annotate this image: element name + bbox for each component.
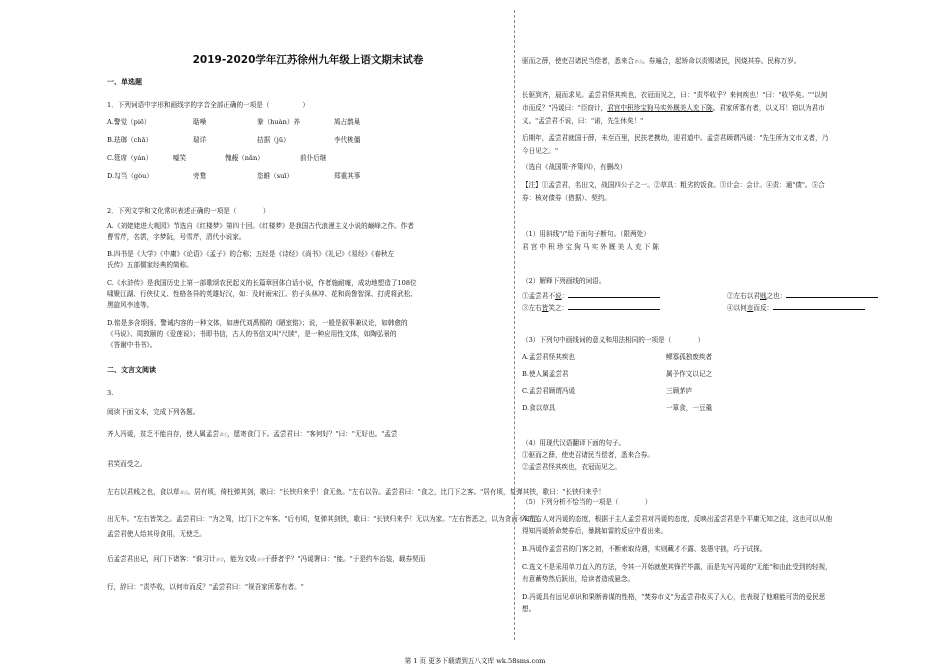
q2-option-c-l1[interactable]: C.《水浒传》是我国历史上第一部歌颂农民起义的长篇章回体白话小说，作者施耐庵，成功地塑造了108位 — [107, 279, 417, 287]
q1-b-3: 拮据（jū） — [257, 136, 290, 144]
q1-b-4: 李代桃僵 — [334, 136, 361, 144]
q1-d-2: 旁鹜 — [193, 172, 207, 180]
subq2-item-4-pre: ④以何 — [727, 304, 747, 312]
footnote-1-mark: 君① — [219, 432, 228, 437]
q1-a-4: 鸠占鹊巢 — [334, 118, 361, 126]
q1-d-1: D.勾当（gòu） — [107, 172, 153, 180]
subq2-item-1-post: ： — [561, 292, 569, 300]
q2-option-a-l2: 曹雪芹，名霑，字梦阮，号雪芹，清代小说家。 — [107, 233, 246, 241]
q3-intro: 阅读下面文本，完成下列各题。 — [107, 408, 200, 416]
passage-p3-line2: 行，辞曰："责毕收，以何市而反？"孟尝君曰："视吾家所寡有者。" — [107, 583, 304, 591]
q1-c-3: 愧赧（nǎn） — [225, 154, 264, 162]
passage-r2-l3: 义。"孟尝君不说，曰："诺，先生休矣！" — [522, 117, 644, 125]
q2-option-d-l2: 《马说》、周敦颐的《爱莲说》；书即书信，古人的书信又叫"尺牍"，是一种应用性文体，如陶弘景的 — [107, 330, 397, 338]
q2-option-d-l3: 《答谢中书书》。 — [107, 341, 157, 349]
passage-p2-line1 — [107, 488, 605, 497]
subq2-item-4-word: 市 — [746, 304, 754, 312]
subq3-c-left: C.孟尝君顾谓冯谖 — [522, 387, 576, 395]
subq2-item-3 — [522, 302, 660, 313]
subq2-item-1-pre: ①孟尝君不 — [522, 292, 555, 300]
subq3-a-left: A.孟尝君怪其疾也 — [522, 353, 576, 361]
passage-p3-a: 后孟尝君出记，问门下诸客："谁习计 — [107, 555, 216, 563]
passage-p3-c: 于薛者乎？"冯谖署曰："能。"于是约车治装，载券契而 — [264, 555, 426, 563]
passage-p1-b: ，愿寄食门下。孟尝君曰："客何好？"曰："无好也。"孟尝 — [227, 430, 398, 438]
subq4-stem: （4）用现代汉语翻译下面的句子。 — [522, 439, 626, 447]
passage-r2-l2 — [522, 104, 825, 113]
subq2-item-4 — [727, 302, 865, 313]
column-divider — [514, 10, 515, 640]
q2-option-d-l1[interactable]: D.铭是多含颂扬、警诫内容的一种文体，如唐代刘禹锡的《陋室铭》；说，一般是叙事兼议论，如韩愈的 — [107, 319, 408, 327]
note-line-1: 【注】①孟尝君，名田文，战国四公子之一。②草具：粗劣的饭食。③计会：会计。④责：通"债"。⑤合 — [522, 181, 825, 189]
page-footer: 第 1 页 更多下载请到五八文库 wk.58sms.com — [404, 657, 546, 665]
q1-a-1: A.警觉（piē） — [107, 118, 151, 126]
subq2-answer-blank-4[interactable] — [773, 302, 865, 310]
subq5-option-b[interactable]: B.冯谖作孟尝君的门客之初，不断索取待遇，实则藏才不露、装愚守拙，巧于试探。 — [522, 545, 767, 553]
subq3-c-right: 三顾茅庐 — [666, 387, 693, 395]
footnote-2-mark: 具② — [179, 490, 188, 495]
footnote-3-mark: 会③ — [215, 557, 224, 562]
q2-option-c-l2: 啸聚江湖、行侠仗义、性格各异的英雄好汉，如：及时雨宋江、豹子头林冲、花和尚鲁智深、打虎将武松、 — [107, 290, 417, 298]
subq5-option-c-l1[interactable]: C.选文不是采用单刀直入的方法，令其一开始就使其锋芒毕露，而是先写冯谖的"无能"和由此受到的轻视， — [522, 563, 832, 571]
subq3-d-left: D.食以草具 — [522, 404, 556, 412]
subq1-stem: （1）用斜线"/"给下面句子断句。（限两处） — [522, 230, 650, 238]
subq2-item-2-pre: ②左右以君 — [727, 292, 760, 300]
q1-b-2: 瑞详 — [193, 136, 207, 144]
q1-b-1: B.珐瑯（chā） — [107, 136, 153, 144]
passage-p1-a: 齐人冯谖，贫乏不能自存，使人属孟尝 — [107, 430, 220, 438]
subq2-answer-blank-1[interactable] — [568, 290, 660, 298]
section-2-heading: 二、文言文阅读 — [107, 366, 156, 374]
subq3-a-right: 鳏寡孤独废疾者 — [666, 353, 713, 361]
subq4-item-2: ②孟尝君怪其疾也，衣冠而见之。 — [522, 463, 621, 471]
q2-option-a-l1[interactable]: A.《刘姥姥进大观园》节选自《红楼梦》第四十回。《红楼梦》是我国古代浪漫主义小说的巅峰之作。作者 — [107, 222, 414, 230]
subq2-answer-blank-3[interactable] — [568, 302, 660, 310]
passage-r3-l1: 后期年，孟尝君就国于薛，未至百里，民扶老携幼，迎君道中。孟尝君顾谓冯谖："先生所为文市义者，乃 — [522, 134, 829, 142]
exam-title: 2019-2020学年江苏徐州九年级上语文期末试卷 — [192, 54, 424, 66]
passage-r2-b1: 市而反？"冯谖曰："臣窃计， — [522, 104, 608, 112]
footnote-4-mark: 责④ — [256, 557, 265, 562]
passage-r3-l2: 今日见之。" — [522, 147, 559, 155]
q2-option-c-l3: 黑旋风李逵等。 — [107, 301, 154, 309]
subq2-item-1-word: 说 — [554, 292, 562, 300]
subq5-option-d-l2: 想。 — [522, 605, 536, 613]
subq2-item-3-word: 皆 — [541, 304, 549, 312]
q1-d-3: 恣睢（suī） — [257, 172, 294, 180]
subq3-b-left: B.使人属孟尝君 — [522, 370, 569, 378]
section-1-heading: 一、单选题 — [107, 78, 142, 86]
q1-a-2: 聒噪 — [193, 118, 207, 126]
q2-option-b-l2: 氏传》五部儒家经典的简称。 — [107, 261, 193, 269]
subq3-d-right: 一箪食，一豆羹 — [666, 404, 713, 412]
subq2-item-2-word: 贱 — [759, 292, 767, 300]
passage-r2-underlined: 君宫中积珍宝狗马实外厩美人充下陈 — [607, 104, 713, 112]
note-line-2: 券：核对债券（借据）、契约。 — [522, 194, 612, 202]
passage-p2-a: 左右以君贱之也，食以草 — [107, 488, 180, 496]
subq3-stem: （3）下列句中画线词的意义和用法相同的一项是（ ） — [522, 336, 705, 344]
passage-r2-b3: 。君家所寡有者，以义耳！窃以为君市 — [712, 104, 825, 112]
subq1-sentence[interactable]: 君 宫 中 积 珍 宝 狗 马 实 外 厩 美 人 充 下 陈 — [522, 243, 659, 251]
q1-c-4: 前仆后继 — [300, 154, 327, 162]
q1-d-4: 郑重其事 — [334, 172, 361, 180]
q1-c-2: 嘘笑 — [173, 154, 187, 162]
passage-p1-line2: 君笑而受之。 — [107, 460, 147, 468]
subq2-item-1 — [522, 290, 660, 301]
subq2-item-3-post: 笑之： — [548, 304, 569, 312]
subq2-item-2 — [727, 290, 878, 301]
subq5-option-a-l1[interactable]: A.左右人对冯谖的态度，根据于主人孟尝君对冯谖的态度，反映出孟尝君是个平庸无知之徒，这也可以从他 — [522, 515, 833, 523]
passage-r1 — [522, 57, 800, 66]
subq2-stem: （2）解释下列画线的词语。 — [522, 277, 606, 285]
passage-source: （选自《战国策·齐策四》，有删改） — [522, 163, 627, 171]
passage-r1-b: 。券遍合，起矫命以责赐诸民，因烧其券。民称万岁。 — [642, 57, 801, 65]
subq2-item-3-pre: ③左右 — [522, 304, 542, 312]
passage-p2-b: 。居有顷，倚柱弹其剑，歌曰："长铗归来乎！食无鱼。"左右以告。孟尝君曰："食之，比门下之客。"居有顷，复弹其铗，歌曰："长铗归来乎！ — [187, 488, 605, 496]
passage-p3-b: ，能为文收 — [223, 555, 257, 563]
passage-p2-line3: 孟尝君使人给其母食用，无使乏。 — [107, 530, 206, 538]
q1-c-1: C.筵席（yán） — [107, 154, 153, 162]
footnote-5-mark: 券⑤ — [634, 59, 643, 64]
subq5-stem: （5）下列分析不恰当的一项是（ ） — [522, 498, 652, 506]
q2-stem: 2．下列文学和文化常识表述正确的一项是（ ） — [107, 207, 270, 215]
q3-number: 3. — [107, 389, 114, 397]
subq2-answer-blank-2[interactable] — [786, 290, 878, 298]
passage-r1-a: 驱而之薛，使吏召诸民当偿者，悉来合 — [522, 57, 635, 65]
passage-p3-line1 — [107, 555, 509, 564]
subq3-b-right: 属予作文以记之 — [666, 370, 713, 378]
subq5-option-c-l2: 有意蓄势然后跃出，给读者造成悬念。 — [522, 575, 635, 583]
subq5-option-d-l1[interactable]: D.冯谖具有远见卓识和果断善谋的性格，"焚券市义"为孟尝君收买了人心，也表现了他难能可贵的爱民思 — [522, 593, 826, 601]
subq4-item-1: ①驱而之薛，使吏召诸民当偿者，悉来合券。 — [522, 451, 654, 459]
passage-p2-line2: 出无车。"左右皆笑之。孟尝君曰："为之驾，比门下之车客。"后有顷，复弹其剑铗，歌曰："长铗归来乎！无以为家。"左右皆恶之，以为贪而不知足。 — [107, 515, 545, 523]
subq5-option-a-l2: 得知冯谖轿命焚券后，暴跳如雷的反应中看出来。 — [522, 527, 668, 535]
q1-a-3: 豢（huàn）养 — [257, 118, 301, 126]
subq2-item-4-post: 而反： — [753, 304, 774, 312]
passage-r2-l1: 长驱到齐，晨而求见。孟尝君怪其疾也，衣冠而见之，曰："责毕收乎？来何疾也！"曰："收毕矣。""以何 — [522, 91, 828, 99]
subq2-item-2-post: 之也： — [766, 292, 787, 300]
q1-stem: 1．下列词语中字形和画线字的字音全部正确的一项是（ ） — [107, 101, 310, 109]
q2-option-b-l1[interactable]: B.四书是《大学》《中庸》《论语》《孟子》的合称；五经是《诗经》《尚书》《礼记》《易经》《春秋左 — [107, 250, 395, 258]
passage-p1-line1 — [107, 430, 397, 439]
